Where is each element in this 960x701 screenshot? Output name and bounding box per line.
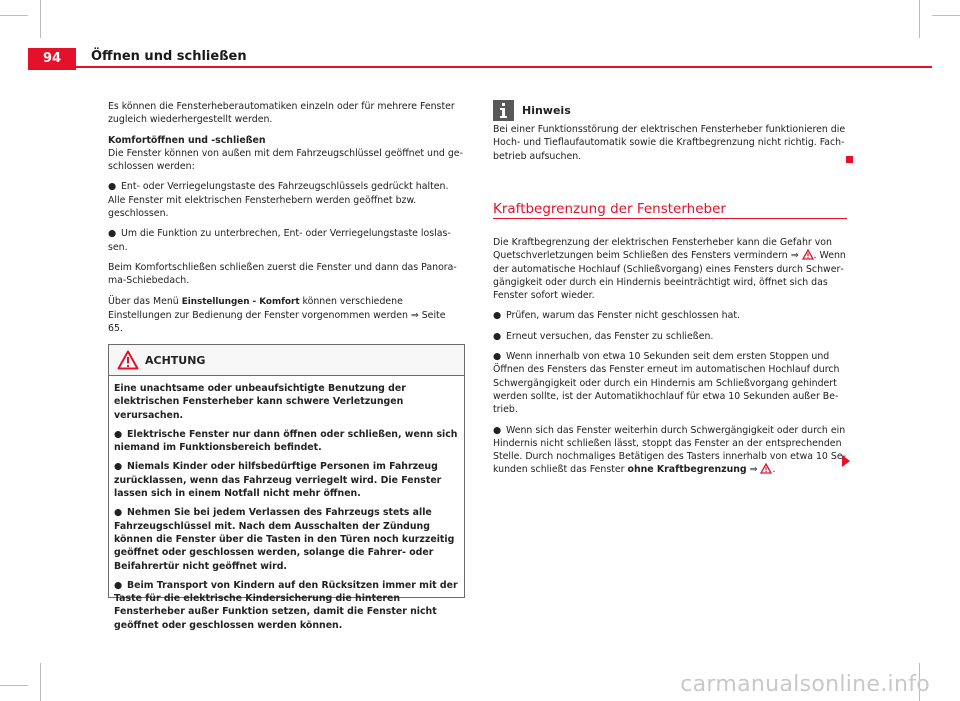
crop-mark bbox=[40, 663, 41, 701]
warning-reference-icon[interactable] bbox=[802, 249, 814, 260]
crop-mark bbox=[40, 0, 41, 38]
intro-paragraph: Es können die Fensterheberautomatiken einzeln oder für mehrere Fenster zugleich wiederhergestellt werden. bbox=[108, 101, 455, 126]
warning-header bbox=[109, 345, 464, 376]
bullet: ● bbox=[108, 228, 117, 240]
paragraph bbox=[108, 295, 463, 336]
warning-box bbox=[108, 344, 465, 631]
warning-triangle-icon bbox=[117, 350, 139, 370]
right-column bbox=[493, 236, 849, 484]
list-item bbox=[493, 309, 849, 322]
paragraph: Die Fenster können von außen mit dem Fahrzeugschlüssel geöffnet und geschlossen werden: bbox=[108, 147, 463, 173]
menu-path: Einstellungen - Komfort bbox=[181, 296, 300, 307]
section-end-marker bbox=[846, 156, 853, 163]
bullet: ● bbox=[493, 424, 502, 436]
left-column bbox=[108, 100, 463, 342]
info-note-icon bbox=[493, 100, 514, 121]
list-item bbox=[493, 330, 849, 343]
header-rule bbox=[76, 66, 932, 68]
section-intro bbox=[493, 236, 849, 302]
warning-item-text: Elektrische Fenster nur dann öffnen oder schließen, wenn sich niemand im Funktionsbereich befindet. bbox=[114, 428, 458, 454]
warning-intro: Eine unachtsame oder unbeaufsichtigte Benutzung der elektrischen Fensterheber kann schwere Verletzungen verursachen. bbox=[114, 383, 406, 421]
warning-item bbox=[114, 460, 460, 500]
list-item-text: Erneut versuchen, das Fenster zu schließen. bbox=[506, 330, 714, 342]
bullet: ● bbox=[493, 330, 502, 342]
crop-mark bbox=[919, 0, 920, 38]
bullet: ● bbox=[114, 507, 123, 519]
list-item-text: Wenn sich das Fenster weiterhin durch Schwergängigkeit oder durch ein Hindernis nicht schließen lässt, stoppt das Fenster an der entsprechenden Stelle. Durch nochmaliges Betätigen des Tasters innerhalb von etwa 10 Sekunden schließt das Fenster bbox=[493, 424, 846, 476]
warning-item-text: Nehmen Sie bei jedem Verlassen des Fahrzeugs stets alle Fahrzeugschlüssel mit. Nach dem Ausschalten der Zündung können die Fenster über die Tasten in den Türen noch kurzzeitig geöffnet oder geschlossen werden, solange die Fahrer- oder Beifahrertür nicht geöffnet wird. bbox=[114, 507, 455, 572]
paragraph-text: können verschiedene Einstellungen zur Bedienung der Fenster vorgenommen werden ⇒ Seite 65. bbox=[108, 295, 446, 335]
section-title: Kraftbegrenzung der Fensterheber bbox=[493, 201, 726, 217]
list-item bbox=[108, 180, 463, 220]
paragraph-text: Die Kraftbegrenzung der elektrischen Fensterheber kann die Gefahr von Quetschverletzungen beim Schließen des Fensters vermindern ⇒ bbox=[493, 237, 832, 262]
subheading: Komfortöffnen und -schließen bbox=[108, 134, 266, 146]
crop-mark bbox=[932, 15, 960, 16]
list-item: ● Wenn sich das Fenster weiterhin durch Schwergängigkeit oder durch ein Hindernis nicht schließen lässt, stoppt das Fenster an der entsprechenden Stelle. Durch nochmaliges Betätigen des Tasters innerhalb von etwa 10 Sekunden schließt das Fenster ohne Kraftbegrenzung ⇒ . bbox=[493, 424, 846, 476]
list-item bbox=[108, 227, 463, 254]
crop-mark bbox=[0, 685, 28, 686]
warning-item bbox=[114, 506, 460, 572]
crop-mark bbox=[0, 15, 28, 16]
warning-reference-icon[interactable] bbox=[760, 463, 772, 474]
list-item-text: Wenn innerhalb von etwa 10 Sekunden seit dem ersten Stoppen und Öffnen des Fensters das Fenster erneut im automatischen Hochlauf durch Schwergängigkeit oder durch ein Hindernis am Schließvorgang gehindert werden sollte, ist der Automatikhochlauf für etwa 10 Sekunden außer Betrieb. bbox=[493, 351, 840, 416]
watermark: carmanualsonline.info bbox=[680, 672, 930, 697]
paragraph: Beim Komfortschließen schließen zuerst die Fenster und dann das Panorama-Schiebedach. bbox=[108, 261, 457, 287]
paragraph-text: . Wenn der automatische Hochlauf (Schließvorgang) eines Fensters durch Schwergängigkeit oder durch ein Hindernis beeinträchtigt wird, öffnet sich das Fenster sofort wieder. bbox=[493, 250, 846, 302]
bullet: ● bbox=[114, 579, 123, 591]
paragraph-text: Über das Menü bbox=[108, 295, 182, 307]
note-label: Hinweis bbox=[522, 104, 571, 117]
warning-item-text: Beim Transport von Kindern auf den Rücksitzen immer mit der Taste für die elektrische Kindersicherung die hinteren Fensterheber außer Funktion setzen, damit die Fenster nicht geöffnet oder geschlossen werden können. bbox=[114, 579, 458, 631]
note-text: Bei einer Funktionsstörung der elektrischen Fensterheber funktionieren die Hoch- und Tieflaufautomatik sowie die Kraftbegrenzung nicht richtig. Fachbetrieb aufsuchen. bbox=[493, 124, 846, 162]
emphasis: ohne Kraftbegrenzung bbox=[627, 464, 747, 476]
info-i-icon bbox=[493, 100, 514, 121]
warning-item bbox=[114, 579, 460, 632]
page-number: 94 bbox=[28, 48, 76, 70]
warning-item-text: Niemals Kinder oder hilfsbedürftige Personen im Fahrzeug zurücklassen, wenn das Fahrzeug verriegelt wird. Die Fenster lassen sich in einem Notfall nicht mehr öffnen. bbox=[114, 461, 442, 500]
list-item-text: ⇒ bbox=[746, 464, 761, 476]
warning-label: ACHTUNG bbox=[145, 354, 206, 367]
bullet: ● bbox=[493, 351, 502, 363]
warning-item bbox=[114, 428, 460, 455]
bullet: ● bbox=[108, 181, 117, 193]
section-rule bbox=[493, 218, 847, 219]
warning-body bbox=[109, 376, 464, 632]
chapter-title: Öffnen und schließen bbox=[91, 49, 247, 64]
bullet: ● bbox=[114, 428, 123, 440]
list-item-text: Um die Funktion zu unterbrechen, Ent- oder Verriegelungstaste loslassen. bbox=[108, 228, 451, 253]
bullet: ● bbox=[114, 461, 123, 473]
list-item bbox=[493, 350, 849, 416]
list-item-text: Ent- oder Verriegelungstaste des Fahrzeugschlüssels gedrückt halten. Alle Fenster mit elektrischen Fensterhebern werden geöffnet bzw. geschlossen. bbox=[108, 181, 449, 220]
bullet: ● bbox=[493, 310, 502, 322]
continue-arrow-icon bbox=[842, 455, 850, 467]
list-item-text: Prüfen, warum das Fenster nicht geschlossen hat. bbox=[506, 310, 741, 322]
